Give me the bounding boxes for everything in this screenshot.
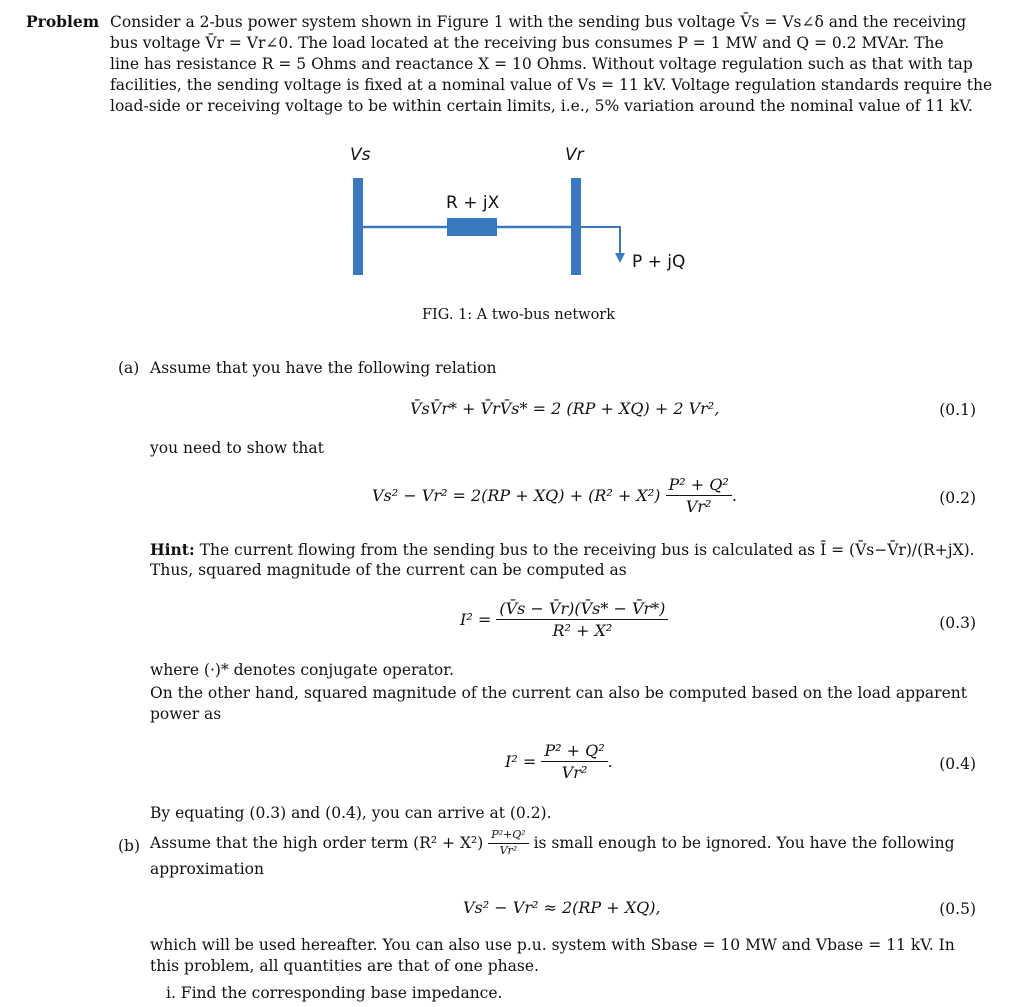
receiving-bus-bar — [571, 178, 581, 275]
part-b-fraction-numerator: P²+Q² — [488, 828, 528, 844]
equation-0-4-denominator: Vr² — [561, 763, 588, 783]
vr-label: Vr — [565, 145, 584, 165]
sending-bus-bar — [353, 178, 363, 275]
equation-number-0-5: (0.5) — [939, 900, 976, 918]
equation-0-2-period: . — [731, 486, 737, 506]
part-b-line-1-end: is small enough to be ignored. You have the following — [533, 833, 955, 852]
part-a-intro: Assume that you have the following relation — [150, 359, 497, 377]
two-bus-diagram — [330, 140, 710, 290]
equation-0-2 — [372, 474, 737, 517]
impedance-block — [447, 218, 497, 236]
load-branch — [581, 227, 620, 254]
part-a-marker: (a) — [118, 359, 140, 377]
part-b-fraction-denominator: Vr² — [499, 843, 518, 857]
hint-line-1: The current flowing from the sending bus to the receiving bus is calculated as Ī = (V̄s−V̄r)/(R+jX). — [199, 541, 975, 559]
equation-0-2-left: Vs² − Vr² = 2(RP + XQ) + (R² + X²) — [372, 486, 661, 506]
problem-heading: Problem — [26, 12, 100, 31]
equation-0-3-left: I² = — [460, 610, 492, 630]
equation-0-3-numerator: (V̄s − V̄r)(V̄s* − V̄r*) — [496, 598, 668, 620]
part-b-line-2: approximation — [150, 860, 264, 878]
need-show-text: you need to show that — [150, 439, 324, 457]
part-b-marker: (b) — [118, 837, 141, 855]
equation-0-2-fraction — [666, 474, 732, 517]
load-arrow-icon — [615, 253, 625, 263]
equation-0-3 — [460, 598, 668, 641]
other-hand-line-2: power as — [150, 705, 222, 723]
part-b-after-line-1: which will be used hereafter. You can also use p.u. system with Sbase = 10 MW and Vbase = 11 kV. In — [150, 936, 955, 954]
equation-0-3-fraction — [496, 598, 668, 641]
problem-line-4: facilities, the sending voltage is fixed at a nominal value of Vs = 11 kV. Voltage regulation standards require the — [110, 76, 993, 94]
equating-text: By equating (0.3) and (0.4), you can arrive at (0.2). — [150, 804, 552, 822]
equation-0-4-left: I² = — [505, 752, 537, 772]
figure-caption: FIG. 1: A two-bus network — [422, 307, 616, 323]
equation-number-0-3: (0.3) — [939, 614, 976, 632]
where-text: where (·)* denotes conjugate operator. — [150, 661, 454, 679]
impedance-label: R + jX — [446, 193, 500, 213]
hint-line-2: Thus, squared magnitude of the current can be computed as — [150, 561, 627, 580]
hint-label: Hint: — [150, 540, 195, 559]
part-b-after-line-2: this problem, all quantities are that of one phase. — [150, 957, 539, 975]
equation-0-2-denominator: Vr² — [685, 497, 712, 517]
problem-line-5: load-side or receiving voltage to be within certain limits, i.e., 5% variation around the nominal value of 11 kV. — [110, 97, 973, 115]
part-b-item-i: i. Find the corresponding base impedance. — [166, 984, 503, 1002]
equation-number-0-4: (0.4) — [939, 755, 976, 773]
problem-statement — [26, 10, 993, 120]
problem-line-2: bus voltage V̄r = Vr∠0. The load located at the receiving bus consumes P = 1 MW and Q = 0.2 MVAr. The — [110, 34, 944, 52]
hint-paragraph — [150, 540, 980, 581]
part-b-inline-fraction — [488, 828, 528, 858]
problem-line-1: Consider a 2-bus power system shown in Figure 1 with the sending bus voltage V̄s = Vs∠δ and the receiving — [110, 13, 967, 31]
equation-number-0-1: (0.1) — [939, 401, 976, 419]
equation-0-4-numerator: P² + Q² — [541, 740, 607, 762]
equation-0-3-denominator: R² + X² — [552, 621, 613, 641]
equation-0-4 — [505, 740, 613, 783]
equation-0-4-fraction — [541, 740, 607, 783]
vs-label: Vs — [350, 145, 371, 165]
problem-line-3: line has resistance R = 5 Ohms and reactance X = 10 Ohms. Without voltage regulation such as that with tap — [110, 55, 973, 73]
part-b-line-1-start: Assume that the high order term (R² + X²) — [150, 833, 484, 852]
load-label: P + jQ — [632, 252, 686, 272]
other-hand-line-1: On the other hand, squared magnitude of the current can also be computed based on the load apparent — [150, 684, 967, 702]
equation-0-2-numerator: P² + Q² — [666, 474, 732, 496]
equation-0-4-period: . — [607, 752, 613, 772]
equation-0-5: Vs² − Vr² ≈ 2(RP + XQ), — [463, 898, 661, 917]
part-b-line-1 — [150, 828, 955, 858]
equation-0-1: V̄sV̄r* + V̄rV̄s* = 2 (RP + XQ) + 2 Vr², — [410, 399, 720, 418]
equation-number-0-2: (0.2) — [939, 489, 976, 507]
